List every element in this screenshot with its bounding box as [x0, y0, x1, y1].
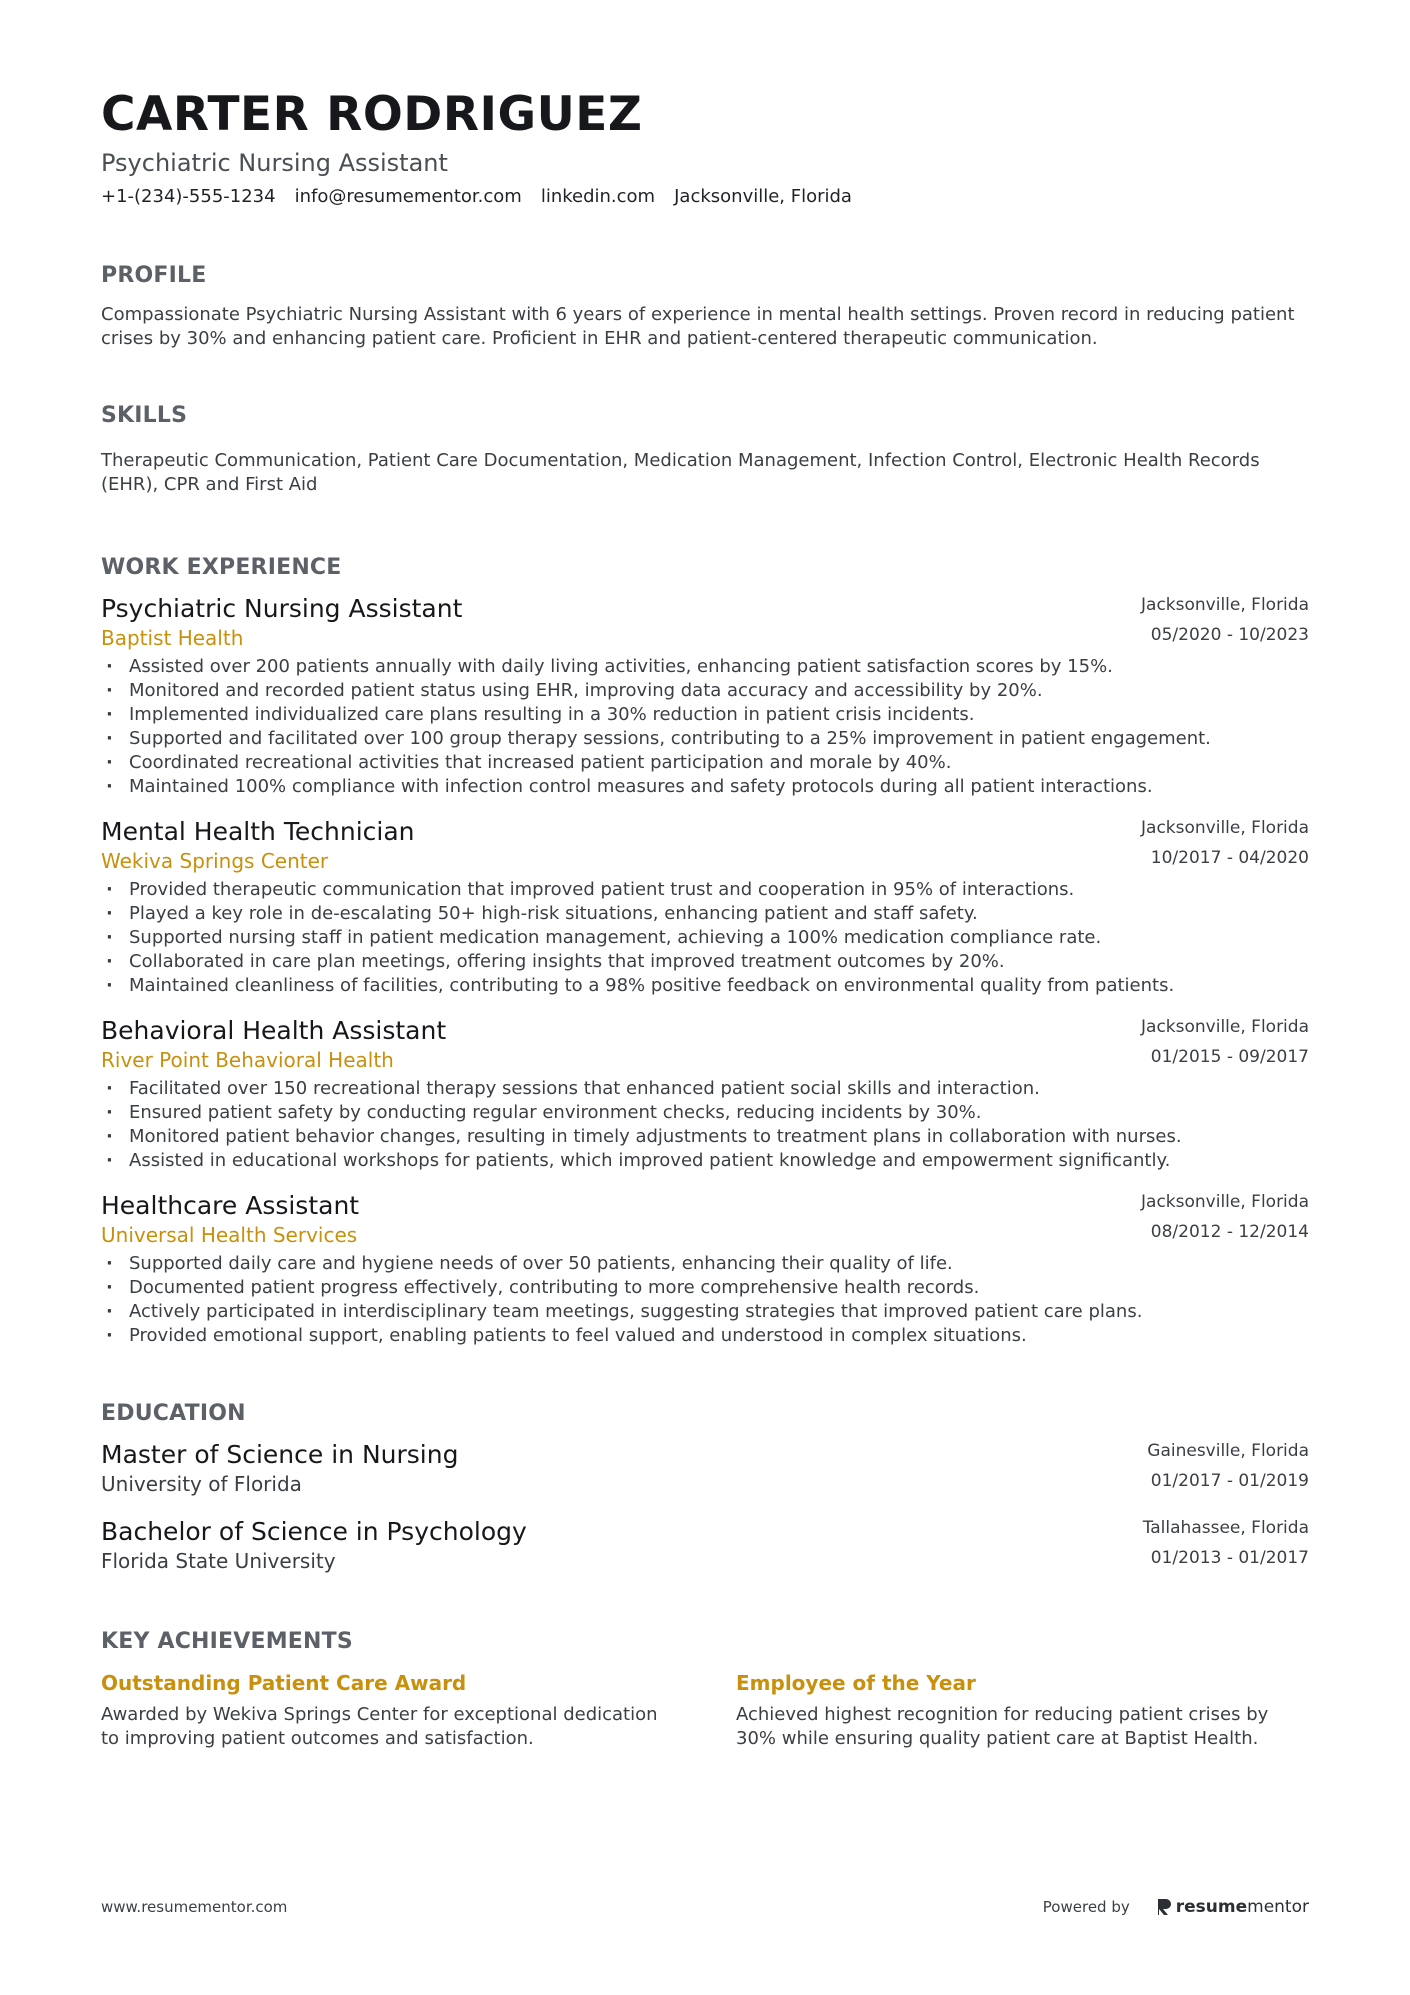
list-item: · Provided therapeutic communication that improved patient trust and cooperation in 95% of interactions.: [101, 878, 1309, 902]
skills-text: Therapeutic Communication, Patient Care Documentation, Medication Management, Infection Control, Electronic Health Records (EHR), CPR and First Aid: [101, 450, 1260, 495]
job-dates: 05/2020 - 10/2023: [1150, 625, 1309, 645]
education-dates: 01/2013 - 01/2017: [1150, 1548, 1309, 1568]
job-dates: 08/2012 - 12/2014: [1150, 1222, 1309, 1242]
education-entry: [101, 1440, 1309, 1498]
achievements-section: [101, 1628, 1309, 1751]
section-heading: WORK EXPERIENCE: [101, 555, 342, 580]
contact-email: info@resumementor.com: [294, 186, 522, 207]
list-item: · Ensured patient safety by conducting regular environment checks, reducing incidents by 30%.: [101, 1101, 1309, 1125]
brand-text-bold: resume: [1175, 1897, 1248, 1917]
profile-section: [101, 262, 1309, 351]
degree-name: Bachelor of Science in Psychology: [101, 1517, 527, 1546]
brand-text-light: mentor: [1247, 1897, 1309, 1917]
job-bullets: [101, 655, 1309, 799]
job-location: Jacksonville, Florida: [1141, 1017, 1309, 1037]
job-company: Universal Health Services: [101, 1223, 358, 1247]
footer-brand-area: [1043, 1897, 1309, 1917]
resumementor-logo[interactable]: [1156, 1897, 1309, 1917]
list-item: · Documented patient progress effectively, contributing to more comprehensive health records.: [101, 1276, 1309, 1300]
education-section: [101, 1400, 1309, 1575]
job-role: Behavioral Health Assistant: [101, 1016, 447, 1045]
contact-linkedin: linkedin.com: [540, 186, 656, 207]
list-item: · Maintained cleanliness of facilities, contributing to a 98% positive feedback on environmental quality from patients.: [101, 974, 1309, 998]
job-company: Wekiva Springs Center: [101, 849, 329, 873]
powered-by-label: Powered by: [1042, 1898, 1130, 1916]
resumementor-logo-icon: [1156, 1897, 1172, 1917]
achievement-description: Awarded by Wekiva Springs Center for exceptional dedication to improving patient outcomes and satisfaction.: [101, 1704, 658, 1749]
list-item: · Played a key role in de-escalating 50+ high-risk situations, enhancing patient and staff safety.: [101, 902, 1309, 926]
section-heading: SKILLS: [101, 403, 188, 428]
education-location: Gainesville, Florida: [1147, 1441, 1309, 1461]
job-role: Healthcare Assistant: [101, 1191, 360, 1220]
candidate-title: Psychiatric Nursing Assistant: [101, 149, 448, 177]
section-heading: KEY ACHIEVEMENTS: [101, 1629, 353, 1654]
candidate-name: CARTER RODRIGUEZ: [101, 87, 643, 142]
list-item: · Implemented individualized care plans resulting in a 30% reduction in patient crisis incidents.: [101, 703, 1309, 727]
job-entry: [101, 817, 1309, 998]
school-name: Florida State University: [101, 1549, 336, 1573]
job-entry: [101, 1191, 1309, 1348]
job-role: Psychiatric Nursing Assistant: [101, 594, 463, 623]
footer-url[interactable]: www.resumementor.com: [101, 1898, 288, 1916]
list-item: · Supported nursing staff in patient medication management, achieving a 100% medication compliance rate.: [101, 926, 1309, 950]
resume-page: [101, 88, 1309, 1751]
job-company: River Point Behavioral Health: [101, 1048, 394, 1072]
page-footer: [101, 1897, 1309, 1917]
job-company: Baptist Health: [101, 626, 244, 650]
list-item: · Provided emotional support, enabling patients to feel valued and understood in complex situations.: [101, 1324, 1309, 1348]
contact-list: [101, 184, 1309, 210]
education-entry: [101, 1517, 1309, 1575]
contact-phone: +1-(234)-555-1234: [101, 186, 276, 207]
achievement-item: [736, 1669, 1309, 1751]
section-heading: PROFILE: [101, 263, 207, 288]
school-name: University of Florida: [101, 1472, 302, 1496]
work-experience-section: [101, 554, 1309, 1348]
contact-location: Jacksonville, Florida: [674, 186, 852, 207]
achievement-item: [101, 1669, 674, 1751]
list-item: · Actively participated in interdisciplinary team meetings, suggesting strategies that improved patient care plans.: [101, 1300, 1309, 1324]
list-item: · Monitored patient behavior changes, resulting in timely adjustments to treatment plans in collaboration with nurses.: [101, 1125, 1309, 1149]
job-bullets: [101, 1077, 1309, 1173]
achievement-description: Achieved highest recognition for reducing patient crises by 30% while ensuring quality patient care at Baptist Health.: [736, 1704, 1269, 1749]
achievement-title: Employee of the Year: [736, 1671, 976, 1695]
section-heading: EDUCATION: [101, 1401, 246, 1426]
job-location: Jacksonville, Florida: [1141, 595, 1309, 615]
list-item: · Assisted in educational workshops for patients, which improved patient knowledge and empowerment significantly.: [101, 1149, 1309, 1173]
list-item: · Supported daily care and hygiene needs of over 50 patients, enhancing their quality of life.: [101, 1252, 1309, 1276]
job-location: Jacksonville, Florida: [1141, 818, 1309, 838]
list-item: · Facilitated over 150 recreational therapy sessions that enhanced patient social skills and interaction.: [101, 1077, 1309, 1101]
list-item: · Monitored and recorded patient status using EHR, improving data accuracy and accessibility by 20%.: [101, 679, 1309, 703]
list-item: · Assisted over 200 patients annually with daily living activities, enhancing patient satisfaction scores by 15%.: [101, 655, 1309, 679]
education-dates: 01/2017 - 01/2019: [1150, 1471, 1309, 1491]
job-role: Mental Health Technician: [101, 817, 415, 846]
job-entry: [101, 594, 1309, 799]
job-location: Jacksonville, Florida: [1141, 1192, 1309, 1212]
list-item: · Maintained 100% compliance with infection control measures and safety protocols during all patient interactions.: [101, 775, 1309, 799]
job-bullets: [101, 1252, 1309, 1348]
resume-header: [101, 88, 1309, 210]
profile-text: Compassionate Psychiatric Nursing Assistant with 6 years of experience in mental health settings. Proven record in reducing patient crises by 30% and enhancing patient care. Proficient in EHR and patient-centered therapeutic communication.: [101, 304, 1295, 349]
achievement-title: Outstanding Patient Care Award: [101, 1671, 467, 1695]
list-item: · Supported and facilitated over 100 group therapy sessions, contributing to a 25% improvement in patient engagement.: [101, 727, 1309, 751]
skills-section: [101, 402, 1309, 497]
job-entry: [101, 1016, 1309, 1173]
education-location: Tallahassee, Florida: [1142, 1518, 1309, 1538]
list-item: · Coordinated recreational activities that increased patient participation and morale by 40%.: [101, 751, 1309, 775]
job-dates: 10/2017 - 04/2020: [1150, 848, 1309, 868]
list-item: · Collaborated in care plan meetings, offering insights that improved treatment outcomes by 20%.: [101, 950, 1309, 974]
degree-name: Master of Science in Nursing: [101, 1440, 459, 1469]
job-dates: 01/2015 - 09/2017: [1150, 1047, 1309, 1067]
job-bullets: [101, 878, 1309, 998]
